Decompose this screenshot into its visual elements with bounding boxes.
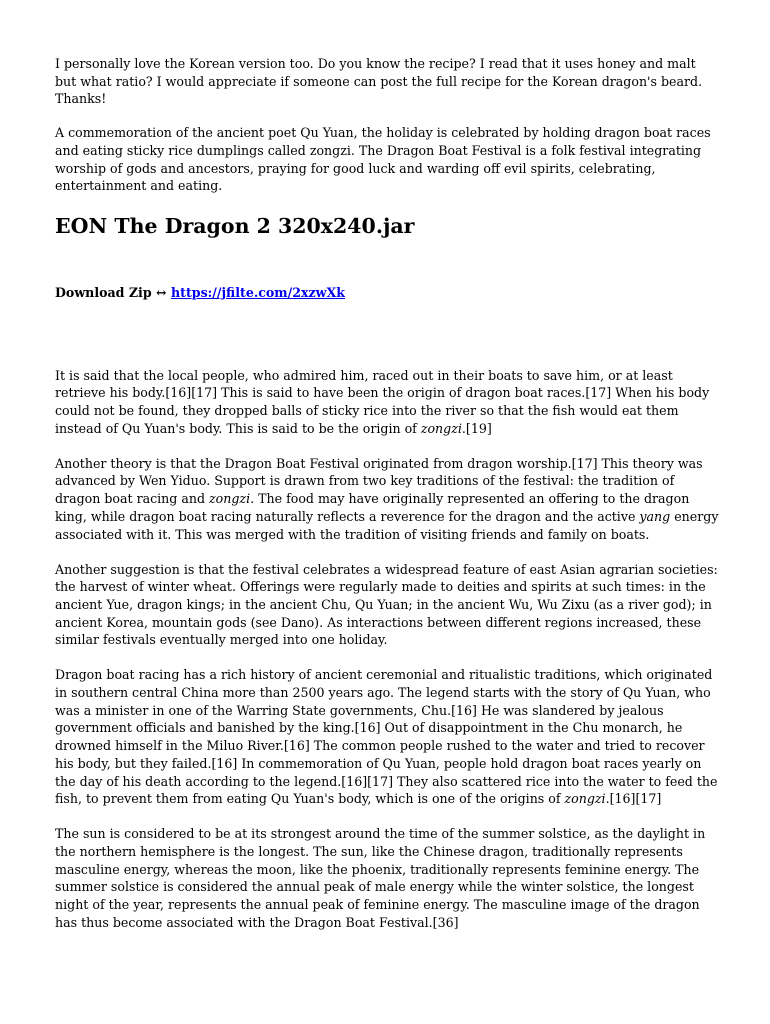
article-paragraph-2 [55,455,720,544]
article-paragraph-4-citation: .[16][17] [605,791,662,807]
article-paragraph-2-emphasis-2: yang [639,508,671,524]
article-paragraph-1-text: It is said that the local people, who admired him, raced out in their boats to save him, or at least retrieve his body.[16][17] This is said to have been the origin of dragon boat races.[17] When his body could not be found, they dropped balls of sticky rice into the river so that the fish would eat them instead of Qu Yuan's body. This is said to be the origin of [55,367,710,436]
document-page [55,55,720,949]
page-title: EON The Dragon 2 320x240.jar [55,213,415,238]
article-paragraph-2-text-a: Another theory is that the Dragon Boat Festival originated from dragon worship.[17] This theory was advanced by Wen Yiduo. Support is drawn from two key traditions of the festival: the tradition of dragon boat racing and [55,455,703,507]
article-paragraph-4-emphasis: zongzi [564,791,606,807]
download-label: Download Zip ↔ [55,284,171,300]
article-paragraph-2-text-c: energy associated with it. This was merged with the tradition of visiting friends and family on boats. [55,508,719,542]
article-paragraph-1 [55,367,720,438]
article-paragraph-1-emphasis: zongzi [420,420,462,436]
download-link[interactable]: https://jfilte.com/2xzwXk [170,284,345,300]
article-paragraph-5: The sun is considered to be at its strongest around the time of the summer solstice, as the daylight in the northern hemisphere is the longest. The sun, like the Chinese dragon, traditionally represents masculine energy, whereas the moon, like the phoenix, traditionally represents feminine energy. The summer solstice is considered the annual peak of male energy while the winter solstice, the longest night of the year, represents the annual peak of feminine energy. The masculine image of the dragon has thus become associated with the Dragon Boat Festival.[36] [55,826,706,930]
article-paragraph-4-text: Dragon boat racing has a rich history of ancient ceremonial and ritualistic traditions, which originated in southern central China more than 2500 years ago. The legend starts with the story of Qu Yuan, who was a minister in one of the Warring State governments, Chu.[16] He was slandered by jealous government officials and banished by the king.[16] Out of disappointment in the Chu monarch, he drowned himself in the Miluo River.[16] The common people rushed to the water and tried to recover his body, but they failed.[16] In commemoration of Qu Yuan, people hold dragon boat races yearly on the day of his death according to the legend.[16][17] They also scattered rice into the water to feed the fish, to prevent them from eating Qu Yuan's body, which is one of the origins of [55,667,718,807]
article-paragraph-2-emphasis-1: zongzi [209,491,251,507]
download-line [55,284,720,302]
article-paragraph-1-citation: .[19] [461,420,492,436]
article-paragraph-4 [55,666,720,808]
spacer [55,302,720,367]
article-paragraph-3: Another suggestion is that the festival celebrates a widespread feature of east Asian agrarian societies: the harvest of winter wheat. Offerings were regularly made to deities and spirits at such times: in the ancient Yue, dragon kings; in the ancient Chu, Qu Yuan; in the ancient Wu, Wu Zixu (as a river god); in ancient Korea, mountain gods (see Dano). As interactions between different regions increased, these similar festivals eventually merged into one holiday. [55,561,718,648]
intro-paragraph-1: I personally love the Korean version too. Do you know the recipe? I read that it uses honey and malt but what ratio? I would appreciate if someone can post the full recipe for the Korean dragon's beard. Thanks! [55,56,703,107]
intro-paragraph-2: A commemoration of the ancient poet Qu Yuan, the holiday is celebrated by holding dragon boat races and eating sticky rice dumplings called zongzi. The Dragon Boat Festival is a folk festival integrating worship of gods and ancestors, praying for good luck and warding off evil spirits, celebrating, entertainment and eating. [55,125,711,194]
article-paragraph-2-text-b: . The food may have originally represented an offering to the dragon king, while dragon boat racing naturally reflects a reverence for the dragon and the active [55,491,690,524]
